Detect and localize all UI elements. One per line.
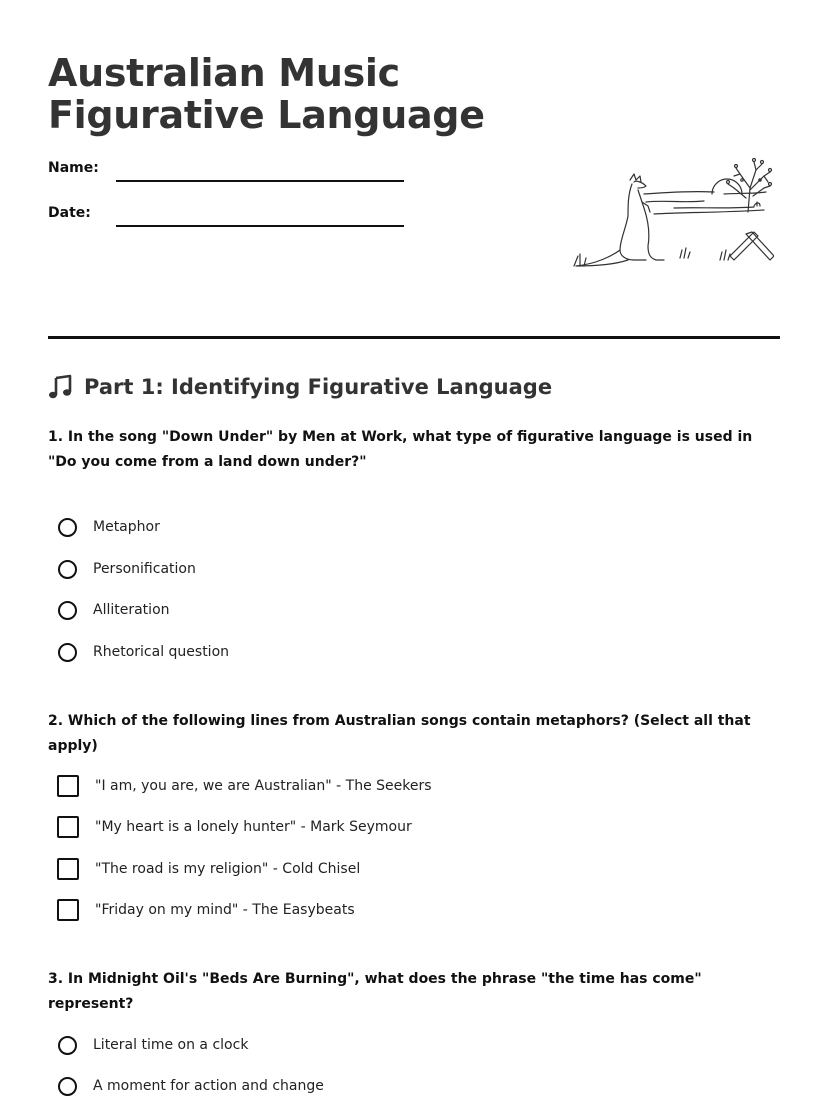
name-label: Name: (48, 160, 99, 176)
section-divider (48, 336, 780, 339)
option-label: Rhetorical question (93, 644, 230, 660)
q3-option-1[interactable] (58, 1032, 248, 1058)
q1-option-4[interactable] (58, 639, 229, 665)
radio-button[interactable] (58, 601, 77, 620)
option-label: "The road is my religion" - Cold Chisel (95, 861, 361, 877)
radio-button[interactable] (58, 1036, 77, 1055)
option-label: Alliteration (93, 602, 170, 618)
q1-option-3[interactable] (58, 597, 170, 623)
option-label: Metaphor (93, 519, 160, 535)
q2-option-3[interactable] (58, 856, 360, 882)
option-label: Personification (93, 561, 196, 577)
music-note-icon (48, 374, 74, 400)
checkbox[interactable] (57, 775, 79, 797)
outback-kangaroo-illustration (524, 150, 774, 270)
q2-option-2[interactable] (58, 814, 412, 840)
title-line-2: Figurative Language (48, 93, 485, 137)
question-1-text: 1. In the song "Down Under" by Men at Work, what type of figurative language is used in "Do you come from a land down under?" (48, 429, 753, 470)
q1-option-2[interactable] (58, 556, 196, 582)
option-label: "Friday on my mind" - The Easybeats (95, 902, 355, 918)
q1-option-1[interactable] (58, 514, 160, 540)
radio-button[interactable] (58, 560, 77, 579)
date-field[interactable] (116, 225, 404, 227)
option-label: Literal time on a clock (93, 1037, 249, 1053)
worksheet-page (48, 0, 780, 1118)
page-title (48, 52, 485, 136)
radio-button[interactable] (58, 643, 77, 662)
question-2-text: 2. Which of the following lines from Australian songs contain metaphors? (Select all that apply) (48, 713, 751, 754)
name-field[interactable] (116, 180, 404, 182)
section-1-heading (48, 374, 552, 400)
radio-button[interactable] (58, 1077, 77, 1096)
option-label: "I am, you are, we are Australian" - The Seekers (95, 778, 432, 794)
section-1-title: Part 1: Identifying Figurative Language (84, 375, 553, 399)
q2-option-1[interactable] (58, 773, 432, 799)
checkbox[interactable] (57, 816, 79, 838)
question-3-text: 3. In Midnight Oil's "Beds Are Burning", what does the phrase "the time has come" represent? (48, 971, 702, 1012)
option-label: A moment for action and change (93, 1078, 324, 1094)
option-label: "My heart is a lonely hunter" - Mark Seymour (95, 819, 412, 835)
radio-button[interactable] (58, 518, 77, 537)
date-label: Date: (48, 205, 91, 221)
q2-option-4[interactable] (58, 897, 355, 923)
checkbox[interactable] (57, 899, 79, 921)
title-line-1: Australian Music (48, 51, 400, 95)
checkbox[interactable] (57, 858, 79, 880)
q3-option-2[interactable] (58, 1073, 324, 1099)
